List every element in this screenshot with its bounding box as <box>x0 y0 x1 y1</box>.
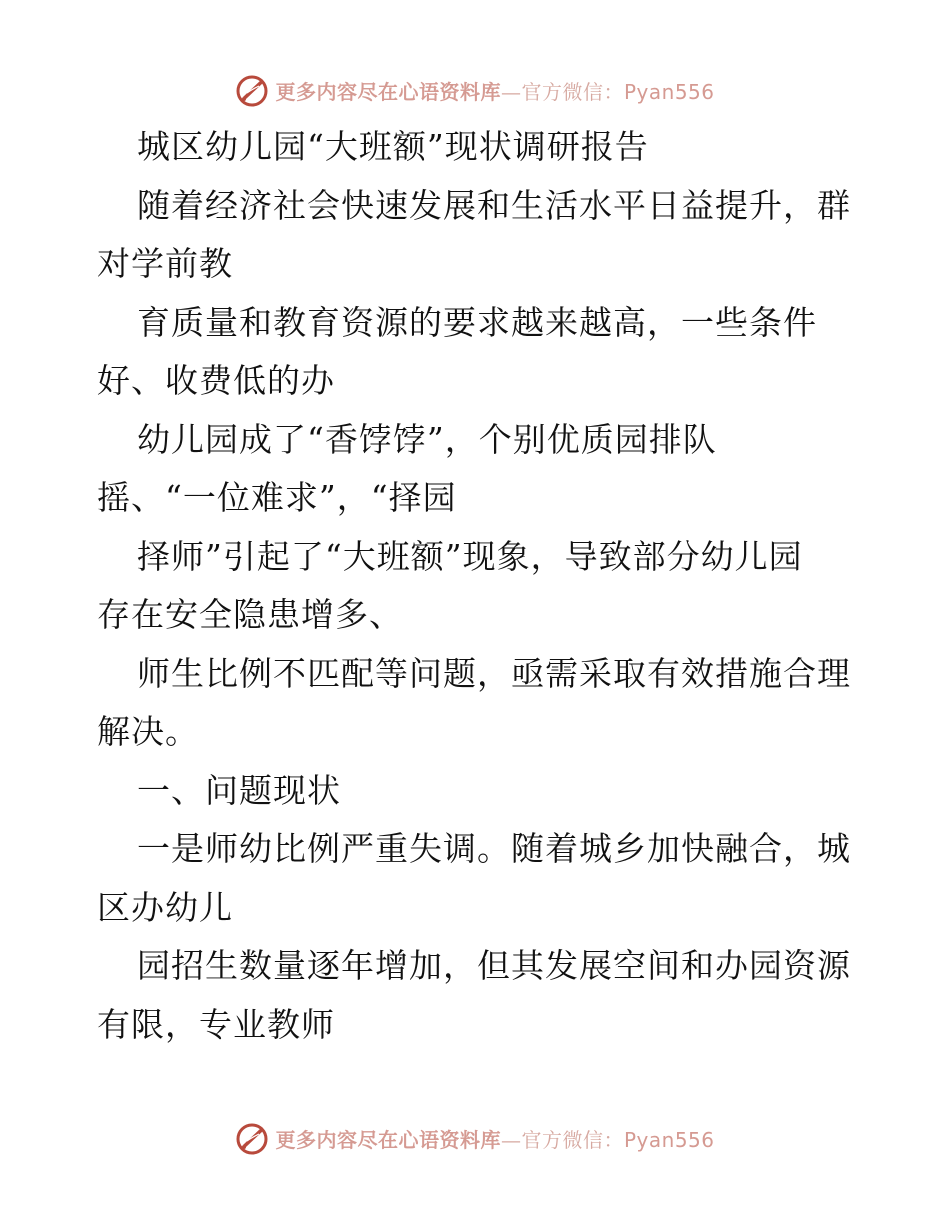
banner-separator: — <box>500 1127 522 1152</box>
text-line: 一是师幼比例严重失调。随着城乡加快融合，城 <box>137 829 851 868</box>
document-body <box>97 122 857 1058</box>
banner-text <box>275 76 714 105</box>
banner-main-text: 更多内容尽在心语资料库 <box>275 1127 501 1152</box>
banner-main-text: 更多内容尽在心语资料库 <box>275 79 501 104</box>
text-line: 育质量和教育资源的要求越来越高，一些条件 <box>137 302 817 342</box>
text-line: 园招生数量逐年增加，但其发展空间和办园资源 <box>137 946 851 985</box>
banner-text <box>275 1124 714 1153</box>
text-line: 幼儿园成了“香饽饽”，个别优质园排队 <box>137 419 717 459</box>
banner-separator: — <box>500 79 522 104</box>
text-line: 存在安全隐患增多、 <box>97 595 403 634</box>
text-line: 城区幼儿园“大班额”现状调研报告 <box>137 127 649 166</box>
quill-logo-icon <box>235 72 271 108</box>
text-line: 对学前教 <box>97 244 233 283</box>
text-line: 择师”引起了“大班额”现象，导致部分幼儿园 <box>137 536 803 576</box>
text-line: 解决。 <box>97 712 199 751</box>
text-line: 好、收费低的办 <box>97 361 335 400</box>
text-line: 摇、“一位难求”，“择园 <box>97 478 457 517</box>
banner-wechat-id: Pyan556 <box>623 79 715 104</box>
quill-logo-icon <box>235 1120 271 1156</box>
text-line: 师生比例不匹配等问题，亟需采取有效措施合理 <box>137 653 851 693</box>
header-banner <box>0 70 950 110</box>
footer-banner <box>0 1118 950 1158</box>
banner-label: 官方微信： <box>521 79 624 104</box>
text-line: 有限，专业教师 <box>97 1004 335 1044</box>
banner-label: 官方微信： <box>521 1127 624 1152</box>
text-line: 随着经济社会快速发展和生活水平日益提升，群 <box>137 185 851 225</box>
text-line: 区办幼儿 <box>97 887 233 927</box>
text-line: 一、问题现状 <box>137 770 341 810</box>
banner-wechat-id: Pyan556 <box>623 1127 715 1152</box>
